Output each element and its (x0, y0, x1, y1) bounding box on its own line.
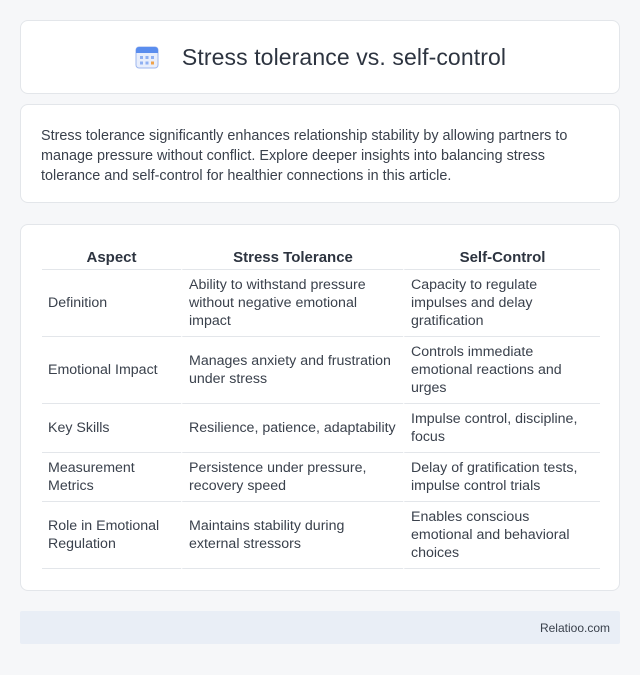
table-cell-aspect: Emotional Impact (42, 337, 181, 404)
table-cell-aspect: Definition (42, 270, 181, 337)
table-cell-stress-tolerance: Ability to withstand pressure without negative emotional impact (181, 270, 403, 337)
table-row (42, 502, 600, 569)
table-cell-self-control: Enables conscious emotional and behavioral choices (403, 502, 600, 569)
table-cell-stress-tolerance: Maintains stability during external stressors (181, 502, 403, 569)
header-aspect: Aspect (42, 246, 181, 270)
table-cell-self-control: Impulse control, discipline, focus (403, 404, 600, 453)
comparison-table-card (20, 224, 620, 591)
intro-text: Stress tolerance significantly enhances relationship stability by allowing partners to manage pressure without conflict. Explore deeper insights into balancing stress tolerance and self-control for healthier connections in this article. (41, 128, 568, 184)
table-row (42, 270, 600, 337)
footer (20, 611, 620, 644)
title-card (20, 20, 620, 94)
table-row (42, 337, 600, 404)
table-row (42, 404, 600, 453)
table-cell-self-control: Controls immediate emotional reactions and urges (403, 337, 600, 404)
header-self-control: Self-Control (403, 246, 600, 270)
table-cell-stress-tolerance: Persistence under pressure, recovery speed (181, 453, 403, 502)
table-cell-self-control: Delay of gratification tests, impulse control trials (403, 453, 600, 502)
table-cell-stress-tolerance: Manages anxiety and frustration under stress (181, 337, 403, 404)
table-header-row (42, 246, 600, 270)
table-cell-aspect: Measurement Metrics (42, 453, 181, 502)
table-row (42, 453, 600, 502)
table-cell-aspect: Key Skills (42, 404, 181, 453)
table-cell-stress-tolerance: Resilience, patience, adaptability (181, 404, 403, 453)
comparison-table (42, 246, 600, 569)
table-cell-self-control: Capacity to regulate impulses and delay gratification (403, 270, 600, 337)
page-title: Stress tolerance vs. self-control (181, 43, 507, 70)
header-stress-tolerance: Stress Tolerance (181, 246, 403, 270)
calendar-icon (134, 44, 160, 70)
intro-card (20, 104, 620, 203)
table-cell-aspect: Role in Emotional Regulation (42, 502, 181, 569)
footer-brand[interactable]: Relatioo.com (539, 620, 610, 635)
